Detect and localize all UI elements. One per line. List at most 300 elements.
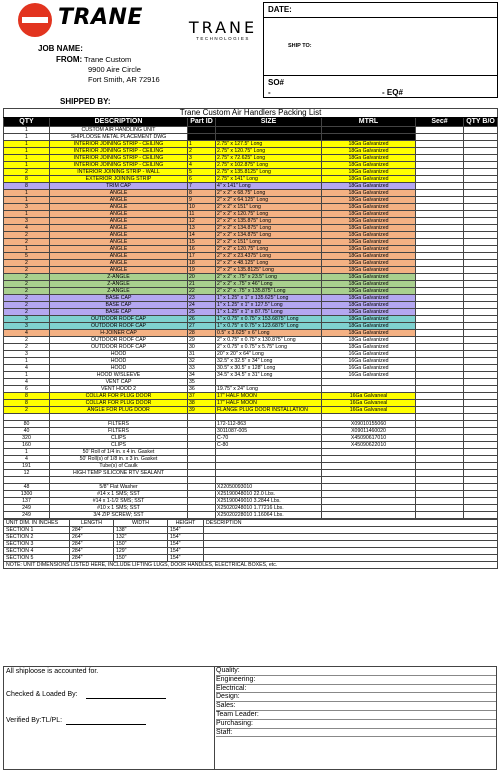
description-cell: OUTDOOR ROOF CAP bbox=[50, 316, 188, 323]
from-line-2: 9900 Aire Circle bbox=[88, 65, 141, 74]
table-row bbox=[4, 211, 498, 218]
qty-bo-cell bbox=[464, 490, 498, 497]
mtrl-cell: 16Ga Galvanized bbox=[322, 365, 416, 372]
mtrl-cell bbox=[322, 134, 416, 141]
description-cell: TRIM CAP bbox=[50, 183, 188, 190]
col-part-id: Part ID bbox=[188, 118, 216, 127]
checked-loaded-label: Checked & Loaded By: bbox=[6, 691, 78, 698]
part-id-cell bbox=[188, 448, 216, 455]
table-row bbox=[4, 288, 498, 295]
qty-bo-cell bbox=[464, 476, 498, 483]
qty-cell: 1 bbox=[4, 197, 50, 204]
mtrl-cell: 18Ga Galvanized bbox=[322, 232, 416, 239]
qty-cell: 1 bbox=[4, 141, 50, 148]
qty-cell: 2 bbox=[4, 344, 50, 351]
qty-cell: 249 bbox=[4, 511, 50, 518]
sec-cell bbox=[416, 218, 464, 225]
signoff-item: Electrical: bbox=[216, 685, 496, 694]
part-id-cell bbox=[188, 497, 216, 504]
dim-cell: 132" bbox=[114, 533, 168, 540]
mtrl-cell: 18Ga Galvanized bbox=[322, 183, 416, 190]
qty-cell: 3 bbox=[4, 204, 50, 211]
part-id-cell: 16 bbox=[188, 246, 216, 253]
qty-bo-cell bbox=[464, 141, 498, 148]
dim-header: LENGTH bbox=[70, 519, 114, 526]
packing-list-table bbox=[3, 108, 498, 519]
qty-cell: 6 bbox=[4, 386, 50, 393]
table-row bbox=[4, 302, 498, 309]
size-cell: 2" x 2" x 64.125" Long bbox=[216, 197, 322, 204]
table-row bbox=[4, 358, 498, 365]
signoff-item: Design: bbox=[216, 693, 496, 702]
part-id-cell bbox=[188, 414, 216, 421]
sec-cell bbox=[416, 365, 464, 372]
part-id-cell: 27 bbox=[188, 323, 216, 330]
part-id-cell: 32 bbox=[188, 358, 216, 365]
qty-bo-cell bbox=[464, 218, 498, 225]
part-id-cell: 39 bbox=[188, 407, 216, 414]
dim-cell bbox=[204, 540, 498, 547]
mtrl-cell: 18Ga Galvanized bbox=[322, 225, 416, 232]
description-cell: 5/8" Flat Washer bbox=[50, 483, 188, 490]
description-cell: BASE CAP bbox=[50, 309, 188, 316]
part-id-cell: 4 bbox=[188, 162, 216, 169]
qty-cell bbox=[4, 414, 50, 421]
size-cell: 1" x 0.75" x 0.75" x 123.6875" Long bbox=[216, 323, 322, 330]
description-cell: INTERIOR JOINING STRIP - CEILING bbox=[50, 148, 188, 155]
qty-bo-cell bbox=[464, 462, 498, 469]
qty-cell: 1 bbox=[4, 372, 50, 379]
dim-row bbox=[4, 540, 498, 547]
description-cell: OUTDOOR ROOF CAP bbox=[50, 323, 188, 330]
sec-cell bbox=[416, 490, 464, 497]
description-cell: Z-ANGLE bbox=[50, 288, 188, 295]
table-row bbox=[4, 427, 498, 434]
size-cell: X25190048010 22.0 Lbs. bbox=[216, 490, 322, 497]
mtrl-cell: X09010155060 bbox=[322, 420, 416, 427]
qty-bo-cell bbox=[464, 211, 498, 218]
size-cell: 32.5" x 32.5" x 34" Long bbox=[216, 358, 322, 365]
sec-cell bbox=[416, 274, 464, 281]
dim-cell: SECTION 4 bbox=[4, 547, 70, 554]
part-id-cell: 13 bbox=[188, 225, 216, 232]
dim-row bbox=[4, 526, 498, 533]
description-cell: Z-ANGLE bbox=[50, 274, 188, 281]
qty-bo-cell bbox=[464, 379, 498, 386]
sec-cell bbox=[416, 183, 464, 190]
qty-bo-cell bbox=[464, 400, 498, 407]
part-id-cell bbox=[188, 455, 216, 462]
table-row bbox=[4, 253, 498, 260]
size-cell: 2" x 2" x 134.875" Long bbox=[216, 225, 322, 232]
mtrl-cell bbox=[322, 462, 416, 469]
qty-cell: 1 bbox=[4, 448, 50, 455]
qty-bo-cell bbox=[464, 365, 498, 372]
description-cell: FILTERS bbox=[50, 427, 188, 434]
mtrl-cell: 18Ga Galvanized bbox=[322, 211, 416, 218]
trane-outline-text: TRANE bbox=[188, 18, 258, 37]
qty-cell: 2 bbox=[4, 337, 50, 344]
description-cell: EXTERIOR JOINING STRIP bbox=[50, 176, 188, 183]
table-row bbox=[4, 183, 498, 190]
size-cell: 20" x 20" x 64" Long bbox=[216, 351, 322, 358]
col-qty: QTY bbox=[4, 118, 50, 127]
qty-bo-cell bbox=[464, 469, 498, 476]
col-qty-bo: QTY B/O bbox=[464, 118, 498, 127]
trane-logo-text: TRANE bbox=[58, 5, 143, 30]
sec-cell bbox=[416, 141, 464, 148]
part-id-cell: 14 bbox=[188, 232, 216, 239]
qty-cell bbox=[4, 476, 50, 483]
sec-cell bbox=[416, 204, 464, 211]
qty-cell: 5 bbox=[4, 253, 50, 260]
description-cell: INTERIOR JOINING STRIP - CEILING bbox=[50, 155, 188, 162]
part-id-cell: 10 bbox=[188, 204, 216, 211]
qty-bo-cell bbox=[464, 511, 498, 518]
dim-cell bbox=[204, 526, 498, 533]
description-cell: ANGLE bbox=[50, 253, 188, 260]
mtrl-cell: 18Ga Galvanized bbox=[322, 148, 416, 155]
sec-cell bbox=[416, 211, 464, 218]
description-cell: CLIPS bbox=[50, 434, 188, 441]
size-cell: 1" x 1.25" x 1" x 135.625" Long bbox=[216, 295, 322, 302]
qty-bo-cell bbox=[464, 169, 498, 176]
table-row bbox=[4, 274, 498, 281]
part-id-cell: 5 bbox=[188, 169, 216, 176]
mtrl-cell: 18Ga Galvanized bbox=[322, 253, 416, 260]
qty-cell: 191 bbox=[4, 462, 50, 469]
sec-cell bbox=[416, 316, 464, 323]
sec-cell bbox=[416, 407, 464, 414]
description-cell: 50' Roll of 1/4 in. x 4 in. Gasket bbox=[50, 448, 188, 455]
table-row bbox=[4, 197, 498, 204]
description-cell: HOOD bbox=[50, 365, 188, 372]
qty-bo-cell bbox=[464, 302, 498, 309]
qty-cell: 1 bbox=[4, 127, 50, 134]
table-row bbox=[4, 448, 498, 455]
qty-cell: 1300 bbox=[4, 490, 50, 497]
description-cell: 3/4 ZIP SCREW; SST bbox=[50, 511, 188, 518]
mtrl-cell: 18Ga Galvanized bbox=[322, 239, 416, 246]
description-cell: #14 x 1 SMS; SST bbox=[50, 490, 188, 497]
size-cell: 2" x 2" x 135.875" Long bbox=[216, 218, 322, 225]
description-cell: SHIPLOOSE METAL PLACEMENT DWG bbox=[50, 134, 188, 141]
verified-by-label: Verified By:TL/PL: bbox=[6, 717, 63, 724]
mtrl-cell bbox=[322, 497, 416, 504]
table-row bbox=[4, 295, 498, 302]
part-id-cell: 30 bbox=[188, 344, 216, 351]
size-cell bbox=[216, 462, 322, 469]
mtrl-cell bbox=[322, 448, 416, 455]
part-id-cell: 25 bbox=[188, 309, 216, 316]
size-cell: X25020248010 1.77216 Lbs. bbox=[216, 504, 322, 511]
size-cell: 2.75" x 141" Long bbox=[216, 176, 322, 183]
mtrl-cell bbox=[322, 127, 416, 134]
table-row bbox=[4, 267, 498, 274]
size-cell: X25190049010 3.2844 Lbs. bbox=[216, 497, 322, 504]
sec-cell bbox=[416, 497, 464, 504]
mtrl-cell: 18Ga Galvanized bbox=[322, 316, 416, 323]
mtrl-cell: 18Ga Galvanized bbox=[322, 190, 416, 197]
table-row bbox=[4, 218, 498, 225]
sec-cell bbox=[416, 400, 464, 407]
mtrl-cell: 18Ga Galvanized bbox=[322, 204, 416, 211]
technologies-text: TECHNOLOGIES bbox=[196, 36, 250, 41]
part-id-cell bbox=[188, 434, 216, 441]
table-row bbox=[4, 281, 498, 288]
size-cell: 2" x 0.75" x 0.75" x 5.75" Long bbox=[216, 344, 322, 351]
sec-cell bbox=[416, 358, 464, 365]
size-cell bbox=[216, 379, 322, 386]
qty-bo-cell bbox=[464, 176, 498, 183]
qty-bo-cell bbox=[464, 358, 498, 365]
qty-cell: 1 bbox=[4, 246, 50, 253]
description-cell: ANGLE bbox=[50, 190, 188, 197]
sec-cell bbox=[416, 239, 464, 246]
description-cell bbox=[50, 476, 188, 483]
sec-cell bbox=[416, 504, 464, 511]
mtrl-cell bbox=[322, 511, 416, 518]
dim-row bbox=[4, 533, 498, 540]
size-cell: X22050093010 bbox=[216, 483, 322, 490]
qty-bo-cell bbox=[464, 337, 498, 344]
qty-cell: 4 bbox=[4, 330, 50, 337]
qty-cell: 3 bbox=[4, 323, 50, 330]
qty-cell: 1 bbox=[4, 211, 50, 218]
qty-bo-cell bbox=[464, 253, 498, 260]
size-cell bbox=[216, 134, 322, 141]
table-row bbox=[4, 239, 498, 246]
size-cell: X25020228010 1.16064 Lbs. bbox=[216, 511, 322, 518]
part-id-cell: 26 bbox=[188, 316, 216, 323]
table-row bbox=[4, 260, 498, 267]
part-id-cell: 34 bbox=[188, 372, 216, 379]
table-row bbox=[4, 204, 498, 211]
qty-cell: 2 bbox=[4, 169, 50, 176]
dim-row bbox=[4, 547, 498, 554]
qty-cell: 2 bbox=[4, 232, 50, 239]
part-id-cell bbox=[188, 441, 216, 448]
table-row bbox=[4, 232, 498, 239]
trane-circle-icon bbox=[18, 3, 52, 37]
mtrl-cell: 16Ga Galvaneal bbox=[322, 393, 416, 400]
sec-cell bbox=[416, 246, 464, 253]
table-row bbox=[4, 379, 498, 386]
dim-cell: 154" bbox=[168, 547, 204, 554]
part-id-cell: 23 bbox=[188, 295, 216, 302]
table-row bbox=[4, 504, 498, 511]
qty-bo-cell bbox=[464, 183, 498, 190]
table-row bbox=[4, 309, 498, 316]
sec-cell bbox=[416, 295, 464, 302]
qty-cell: 3 bbox=[4, 351, 50, 358]
size-cell: 1" x 1.25" x 1" x 127.5" Long bbox=[216, 302, 322, 309]
qty-bo-cell bbox=[464, 225, 498, 232]
part-id-cell: 36 bbox=[188, 386, 216, 393]
table-row bbox=[4, 372, 498, 379]
sec-cell bbox=[416, 134, 464, 141]
description-cell: ANGLE bbox=[50, 204, 188, 211]
signoff-item: Purchasing: bbox=[216, 720, 496, 729]
qty-bo-cell bbox=[464, 197, 498, 204]
qty-cell: 40 bbox=[4, 427, 50, 434]
mtrl-cell: 18Ga Galvanized bbox=[322, 162, 416, 169]
description-cell: HOOD bbox=[50, 351, 188, 358]
part-id-cell: 3 bbox=[188, 155, 216, 162]
mtrl-cell: X45090622010 bbox=[322, 441, 416, 448]
qty-cell: 4 bbox=[4, 455, 50, 462]
sec-cell bbox=[416, 190, 464, 197]
mtrl-cell bbox=[322, 414, 416, 421]
mtrl-cell bbox=[322, 386, 416, 393]
qty-cell: 2 bbox=[4, 309, 50, 316]
qty-bo-cell bbox=[464, 330, 498, 337]
ship-info-box bbox=[263, 2, 498, 98]
mtrl-cell: 18Ga Galvanized bbox=[322, 309, 416, 316]
mtrl-cell: 18Ga Galvanized bbox=[322, 141, 416, 148]
size-cell: 34.5" x 34.5" x 31" Long bbox=[216, 372, 322, 379]
sec-cell bbox=[416, 455, 464, 462]
table-row bbox=[4, 225, 498, 232]
description-cell: ANGLE bbox=[50, 197, 188, 204]
mtrl-cell: 16Ga Galvaneal bbox=[322, 400, 416, 407]
description-cell: ANGLE FOR PLUG DOOR bbox=[50, 407, 188, 414]
part-id-cell bbox=[188, 476, 216, 483]
size-cell: 1" x 1.25" x 1" x 87.75" Long bbox=[216, 309, 322, 316]
sec-cell bbox=[416, 225, 464, 232]
dim-cell: 284" bbox=[70, 526, 114, 533]
description-cell: BASE CAP bbox=[50, 302, 188, 309]
sec-cell bbox=[416, 393, 464, 400]
description-cell: 50' Roll(s) of 1/8 in. x 3 in. Gasket bbox=[50, 455, 188, 462]
dim-cell: 154" bbox=[168, 540, 204, 547]
sec-cell bbox=[416, 148, 464, 155]
qty-cell: 4 bbox=[4, 225, 50, 232]
description-cell: #14 x 1-1/2 SMS; SST bbox=[50, 497, 188, 504]
qty-cell: 8 bbox=[4, 400, 50, 407]
size-cell: 2" x 2" x 68.75" Long bbox=[216, 190, 322, 197]
qty-cell: 8 bbox=[4, 393, 50, 400]
qty-cell: 48 bbox=[4, 483, 50, 490]
qty-bo-cell bbox=[464, 448, 498, 455]
description-cell: ANGLE bbox=[50, 225, 188, 232]
part-id-cell: 33 bbox=[188, 365, 216, 372]
description-cell: CUSTOM AIR HANDLING UNIT bbox=[50, 127, 188, 134]
qty-cell: 2 bbox=[4, 281, 50, 288]
description-cell: VENT CAP bbox=[50, 379, 188, 386]
dim-cell: 154" bbox=[168, 554, 204, 561]
table-row bbox=[4, 190, 498, 197]
description-cell: CLIPS bbox=[50, 441, 188, 448]
part-id-cell: 28 bbox=[188, 330, 216, 337]
dim-cell: 150" bbox=[114, 554, 168, 561]
part-id-cell: 11 bbox=[188, 211, 216, 218]
col-mtrl: MTRL bbox=[322, 118, 416, 127]
qty-bo-cell bbox=[464, 393, 498, 400]
mtrl-cell: 18Ga Galvanized bbox=[322, 260, 416, 267]
sec-cell bbox=[416, 372, 464, 379]
signoff-item: Staff: bbox=[216, 729, 496, 738]
size-cell: 17" HALF MOON bbox=[216, 393, 322, 400]
size-cell: 2" x 2" x 151" Long bbox=[216, 204, 322, 211]
signature-line bbox=[86, 698, 166, 699]
dim-header: WIDTH bbox=[114, 519, 168, 526]
table-row bbox=[4, 134, 498, 141]
signoff-box bbox=[3, 666, 497, 770]
dim-cell: 154" bbox=[168, 533, 204, 540]
dim-cell: 284" bbox=[70, 547, 114, 554]
signoff-item: Team Leader: bbox=[216, 711, 496, 720]
sec-cell bbox=[416, 483, 464, 490]
sec-cell bbox=[416, 476, 464, 483]
sec-cell bbox=[416, 469, 464, 476]
qty-bo-cell bbox=[464, 204, 498, 211]
part-id-cell bbox=[188, 483, 216, 490]
size-cell: 30.5" x 30.5" x 128" Long bbox=[216, 365, 322, 372]
description-cell bbox=[50, 414, 188, 421]
mtrl-cell: 18Ga Galvanized bbox=[322, 323, 416, 330]
shipped-by-label: SHIPPED BY: bbox=[60, 97, 111, 106]
qty-cell: 4 bbox=[4, 379, 50, 386]
size-cell: 2" x 2" x .75" x 23.5" Long bbox=[216, 274, 322, 281]
qty-bo-cell bbox=[464, 190, 498, 197]
mtrl-cell: 16Ga Galvanized bbox=[322, 351, 416, 358]
dim-cell: SECTION 5 bbox=[4, 554, 70, 561]
description-cell: ANGLE bbox=[50, 218, 188, 225]
mtrl-cell: 18Ga Galvanized bbox=[322, 330, 416, 337]
qty-bo-cell bbox=[464, 134, 498, 141]
mtrl-cell: 18Ga Galvanized bbox=[322, 197, 416, 204]
unit-dimensions-table bbox=[3, 519, 498, 569]
sec-cell bbox=[416, 337, 464, 344]
qty-bo-cell bbox=[464, 246, 498, 253]
sec-cell bbox=[416, 260, 464, 267]
description-cell: OUTDOOR ROOF CAP bbox=[50, 344, 188, 351]
qty-cell: 1 bbox=[4, 134, 50, 141]
description-cell: HOOD W/SLEEVE bbox=[50, 372, 188, 379]
size-cell: C-70 bbox=[216, 434, 322, 441]
size-cell: 2" x 2" x .75" x 135.875" Long bbox=[216, 288, 322, 295]
col-description: DESCRIPTION bbox=[50, 118, 188, 127]
sec-cell bbox=[416, 169, 464, 176]
qty-bo-cell bbox=[464, 414, 498, 421]
table-row bbox=[4, 330, 498, 337]
size-cell: 2.75" x 72.625" Long bbox=[216, 155, 322, 162]
size-cell: 2" x 2" x 23.4375" Long bbox=[216, 253, 322, 260]
dim-header: UNIT DIM. IN INCHES bbox=[4, 519, 70, 526]
qty-bo-cell bbox=[464, 323, 498, 330]
table-row bbox=[4, 155, 498, 162]
qty-bo-cell bbox=[464, 162, 498, 169]
size-cell: 2.75" x 102.875" Long bbox=[216, 162, 322, 169]
description-cell: FILTERS bbox=[50, 420, 188, 427]
sec-cell bbox=[416, 420, 464, 427]
mtrl-cell: 18Ga Galvanized bbox=[322, 302, 416, 309]
table-row bbox=[4, 483, 498, 490]
qty-cell: 2 bbox=[4, 239, 50, 246]
qty-cell: 160 bbox=[4, 441, 50, 448]
part-id-cell: 19 bbox=[188, 267, 216, 274]
description-cell: COLLAR FOR PLUG DOOR bbox=[50, 400, 188, 407]
sec-cell bbox=[416, 176, 464, 183]
sec-cell bbox=[416, 127, 464, 134]
qty-cell: 80 bbox=[4, 420, 50, 427]
size-cell: 4" x 141" Long bbox=[216, 183, 322, 190]
size-cell bbox=[216, 448, 322, 455]
qty-bo-cell bbox=[464, 351, 498, 358]
dim-cell: 129" bbox=[114, 547, 168, 554]
dim-cell: 138" bbox=[114, 526, 168, 533]
